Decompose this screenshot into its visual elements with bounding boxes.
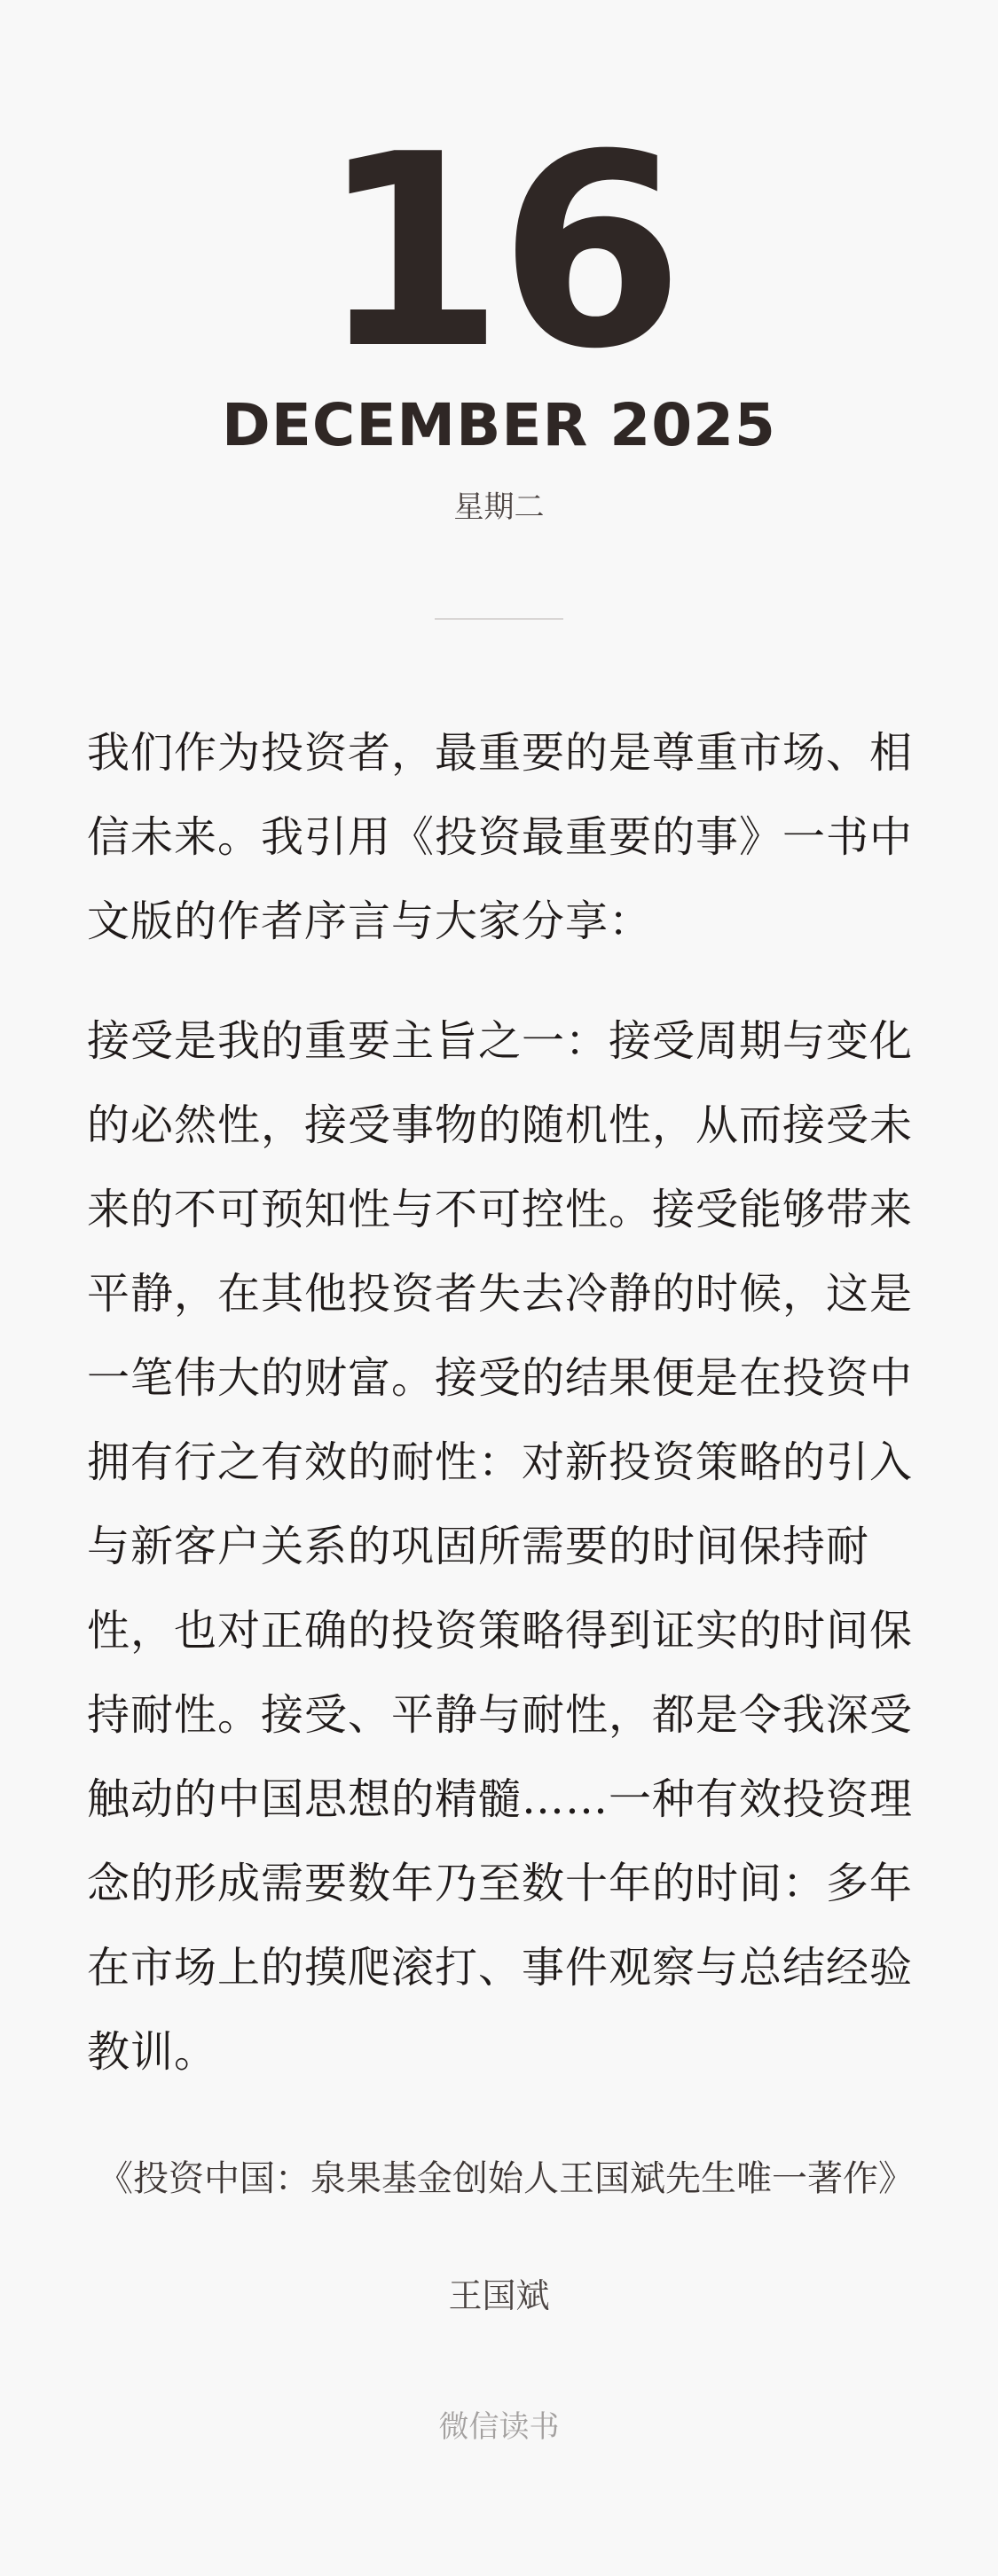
app-name: 微信读书 [438,2409,560,2445]
book-title[interactable]: 《投资中国：泉果基金创始人王国斌先生唯一著作》 [98,2158,914,2199]
date-month-year: DECEMBER 2025 [222,391,776,459]
quote-paragraph: 接受是我的重要主旨之一：接受周期与变化的必然性，接受事物的随机性，从而接受未来的不可预知性与不可控性。接受能够带来平静，在其他投资者失去冷静的时候，这是一笔伟大的财富。接受的结果便是在投资中拥有行之有效的耐性：对新投资策略的引入与新客户关系的巩固所需要的时间保持耐性，也对正确的投资策略得到证实的时间保持耐性。接受、平静与耐性，都是令我深受触动的中国思想的精髓……一种有效投资理念的形成需要数年乃至数十年的时间：多年在市场上的摸爬滚打、事件观察与总结经验教训。 [87,1016,914,2077]
date-day: 16 [318,98,680,407]
date-weekday: 星期二 [453,489,545,525]
quote-paragraph: 我们作为投资者，最重要的是尊重市场、相信未来。我引用《投资最重要的事》一书中文版的作者序言与大家分享： [87,728,914,946]
divider [435,618,563,620]
book-author: 王国斌 [448,2276,550,2315]
quote-text [87,711,916,2094]
